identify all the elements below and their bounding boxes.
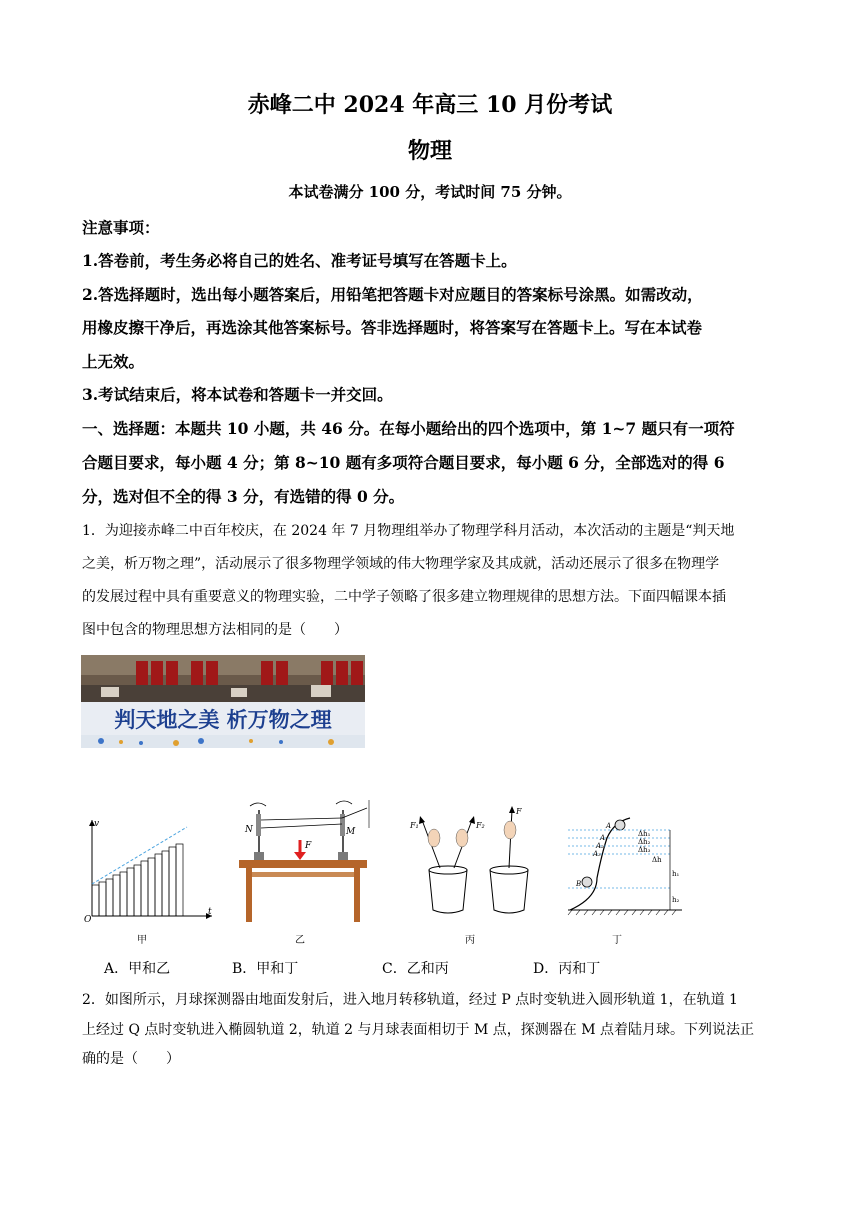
svg-text:A₃: A₃ — [593, 850, 601, 858]
fig-caption-ding: 丁 — [612, 935, 622, 946]
notice-item-2-line-2: 用橡皮擦干净后，再选涂其他答案标号。答非选择题时，将答案写在答题卡上。写在本试卷 — [82, 318, 703, 337]
svg-text:F₁: F₁ — [410, 821, 419, 830]
svg-text:B: B — [576, 880, 582, 888]
svg-text:F: F — [305, 841, 312, 851]
q1-option-b[interactable]: B．甲和丁 — [232, 961, 299, 977]
section1-line-1: 一、选择题：本题共 10 小题，共 46 分。在每小题给出的四个选项中，第 1~7 题只有一项符 — [82, 419, 735, 438]
q1-option-d[interactable]: D．丙和丁 — [533, 961, 601, 977]
svg-text:t: t — [208, 907, 212, 917]
svg-text:A₁: A₁ — [600, 834, 608, 842]
banner-text: 判天地之美 析万物之理 — [114, 708, 332, 732]
svg-text:v: v — [94, 819, 100, 829]
q2-line-3: 确的是（ ） — [82, 1051, 180, 1067]
svg-text:Δh₂: Δh₂ — [638, 838, 651, 846]
svg-text:N: N — [245, 825, 253, 835]
q1-line-2: 之美，析万物之理”，活动展示了很多物理学领域的伟大物理学家及其成就，活动还展示了很多在物理学 — [82, 556, 720, 572]
section1-line-2: 合题目要求，每小题 4 分；第 8~10 题有多项符合题目要求，每小题 6 分，全部选对的得 6 — [82, 453, 725, 472]
exam-title: 赤峰二中 2024 年高三 10 月份考试 — [247, 92, 613, 118]
section1-line-3: 分，选对但不全的得 3 分，有选错的得 0 分。 — [82, 487, 405, 506]
svg-text:F: F — [516, 807, 522, 816]
activity-banner-photo — [81, 655, 365, 748]
score-time-line: 本试卷满分 100 分，考试时间 75 分钟。 — [288, 183, 572, 201]
q1-figures — [82, 798, 702, 948]
svg-text:A₂: A₂ — [596, 842, 604, 850]
svg-text:h₂: h₂ — [672, 896, 680, 904]
q1-option-c[interactable]: C．乙和丙 — [382, 961, 449, 977]
svg-text:h₁: h₁ — [672, 870, 680, 878]
q1-line-4: 图中包含的物理思想方法相同的是（ ） — [82, 622, 348, 638]
notice-item-3: 3.考试结束后，将本试卷和答题卡一并交回。 — [82, 385, 393, 404]
svg-text:F₂: F₂ — [476, 821, 485, 830]
figure-jia-vt-graph — [84, 819, 212, 925]
svg-text:Δh: Δh — [652, 856, 662, 864]
svg-text:Δh₁: Δh₁ — [638, 830, 651, 838]
fig-caption-bing: 丙 — [465, 935, 475, 946]
fig-caption-yi: 乙 — [295, 935, 305, 946]
figure-bing-buckets — [409, 806, 528, 913]
subject-title: 物理 — [407, 138, 452, 164]
figure-yi-table-mirror — [239, 800, 369, 922]
notice-item-2-line-3: 上无效。 — [82, 352, 145, 371]
q1-line-1: 1．为迎接赤峰二中百年校庆，在 2024 年 7 月物理组举办了物理学科月活动，本次活动的主题是“判天地 — [82, 523, 735, 539]
q1-line-3: 的发展过程中具有重要意义的物理实验，二中学子领略了很多建立物理规律的思想方法。下面四幅课本插 — [82, 589, 726, 605]
fig-caption-jia: 甲 — [137, 935, 147, 946]
figure-ding-slope — [568, 818, 682, 915]
svg-text:O: O — [84, 915, 92, 925]
svg-text:A: A — [606, 822, 612, 830]
q1-option-a[interactable]: A．甲和乙 — [104, 961, 171, 977]
notice-heading: 注意事项： — [82, 218, 160, 237]
svg-text:Δh₃: Δh₃ — [638, 846, 651, 854]
svg-text:M: M — [346, 827, 356, 837]
notice-item-1: 1.答卷前，考生务必将自己的姓名、准考证号填写在答题卡上。 — [82, 251, 517, 270]
notice-item-2-line-1: 2.答选择题时，选出每小题答案后，用铅笔把答题卡对应题目的答案标号涂黑。如需改动， — [82, 285, 703, 304]
q2-line-2: 上经过 Q 点时变轨进入椭圆轨道 2，轨道 2 与月球表面相切于 M 点，探测器在 M 点着陆月球。下列说法正 — [82, 1022, 755, 1038]
q2-line-1: 2．如图所示，月球探测器由地面发射后，进入地月转移轨道，经过 P 点时变轨进入圆形轨道 1，在轨道 1 — [82, 992, 738, 1008]
